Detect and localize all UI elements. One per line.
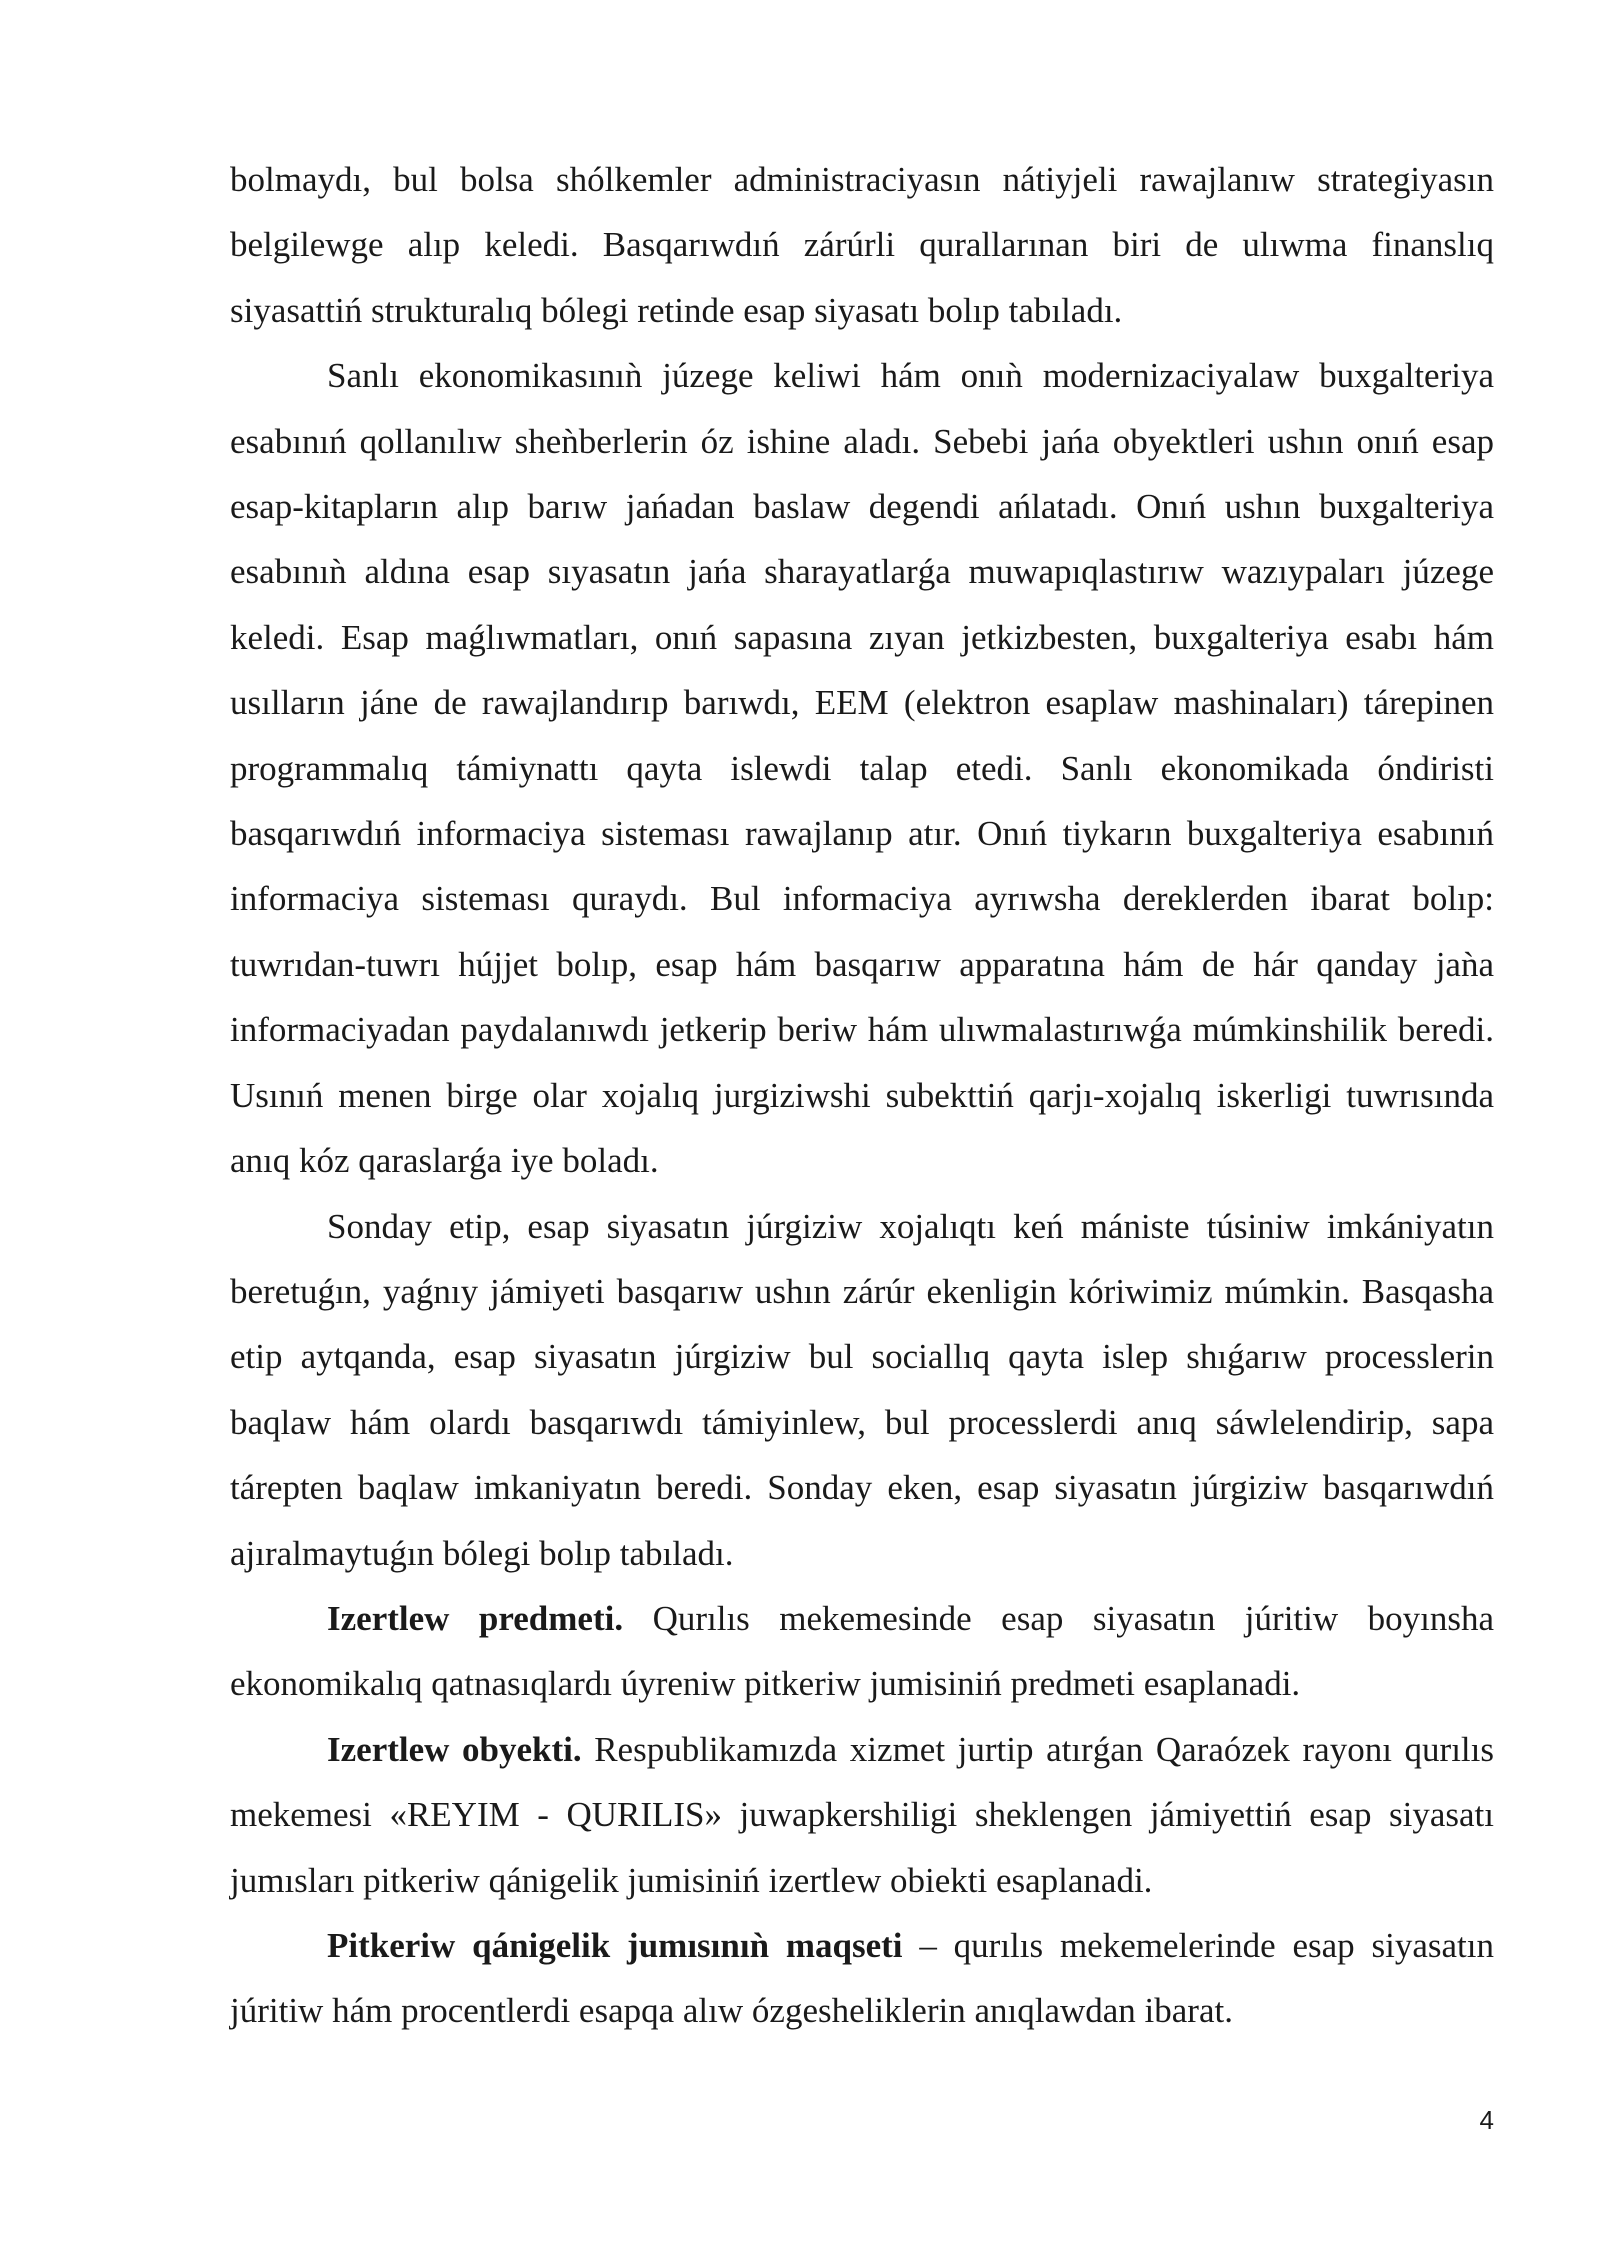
paragraph-2-text: Sanlı ekonomikasınıǹ júzege keliwi hám onıǹ modernizaciyalaw buxgalteriya esabınıń qollanılıw sheǹberlerin óz ishine aladı. Sebebi jańa obyektleri ushın onıń esap esap-kitapların alıp barıw jańadan baslaw degendi ańlatadı. Onıń ushın buxgalteriya esabınıǹ aldına esap sıyasatın jańa sharayatlarǵa muwapıqlastırıw wazıypaları júzege keledi. Esap maǵlıwmatları, onıń sapasına zıyan jetkizbesten, buxgalteriya esabı hám usılların jáne de rawajlandırıp barıwdı, EEM (elektron esaplaw mashinaları) tárepinen programmalıq támiynattı qayta islewdi talap etedi. Sanlı ekonomikada óndiristi basqarıwdıń informaciya sisteması rawajlanıp atır. Onıń tiykarın buxgalteriya esabınıń informaciya sisteması quraydı. Bul informaciya ayrıwsha dereklerden ibarat bolıp: tuwrıdan-tuwrı hújjet bolıp, esap hám basqarıw apparatına hám de hár qanday jaǹa informaciyadan paydalanıwdı jetkerip beriw hám ulıwmalastırıwǵa múmkinshilik beredi. Usınıń menen birge olar xojalıq jurgiziwshi subekttiń qarjı-xojalıq iskerligi tuwrısında anıq kóz qaraslarǵa iye boladı. <box>230 356 1494 1181</box>
paragraph-1 <box>230 147 1494 343</box>
paragraph-2 <box>230 343 1494 1193</box>
research-subject-text: Qurılıs mekemesinde esap siyasatın júritiw boyınsha ekonomikalıq qatnasıqlardı úyreniw pitkeriw jumisiniń predmeti esaplanadi. <box>230 1598 1494 1704</box>
paragraph-3 <box>230 1194 1494 1586</box>
research-subject-heading: Izertlew predmeti. <box>327 1598 624 1638</box>
paragraph-3-text: Sonday etip, esap siyasatın júrgiziw xojalıqtı keń mániste túsiniw imkániyatın beretuǵın, yaǵnıy jámiyeti basqarıw ushın zárúr ekenligin kóriwimiz múmkin. Basqasha etip aytqanda, esap siyasatın júrgiziw bul sociallıq qayta islep shıǵarıw processlerin baqlaw hám olardı basqarıwdı támiyinlew, bul processlerdi anıq sáwlelendirip, sapa tárepten baqlaw imkaniyatın beredi. Sonday eken, esap siyasatın júrgiziw basqarıwdıń ajıralmaytuǵın bólegi bolıp tabıladı. <box>230 1206 1494 1573</box>
body-text <box>230 147 1494 2044</box>
paragraph-research-object <box>230 1717 1494 1913</box>
research-object-text: Respublikamızda xizmet jurtip atırǵan Qaraózek rayonı qurılıs mekemesi «REYIM - QURILIS» juwapkershiligi sheklengen jámiyettiń esap siyasatı jumısları pitkeriw qánigelik jumisiniń izertlew obiekti esaplanadi. <box>230 1729 1494 1900</box>
paragraph-1-text: bolmaydı, bul bolsa shólkemler administraciyasın nátiyjeli rawajlanıw strategiyasın belgilewge alıp keledi. Basqarıwdıń zárúrli qurallarınan biri de ulıwma finanslıq siyasattiń strukturalıq bólegi retinde esap siyasatı bolıp tabıladı. <box>230 160 1494 330</box>
paragraph-research-subject <box>230 1586 1494 1717</box>
research-object-heading: Izertlew obyekti. <box>327 1729 582 1769</box>
thesis-goal-text: – qurılıs mekemelerinde esap siyasatın júritiw hám procentlerdi esapqa alıw ózgesheliklerin anıqlawdan ibarat. <box>230 1925 1494 2031</box>
thesis-goal-heading: Pitkeriw qánigelik jumısınıǹ maqseti <box>327 1925 903 1965</box>
page-number: 4 <box>1479 2105 1494 2135</box>
paragraph-thesis-goal <box>230 1913 1494 2044</box>
